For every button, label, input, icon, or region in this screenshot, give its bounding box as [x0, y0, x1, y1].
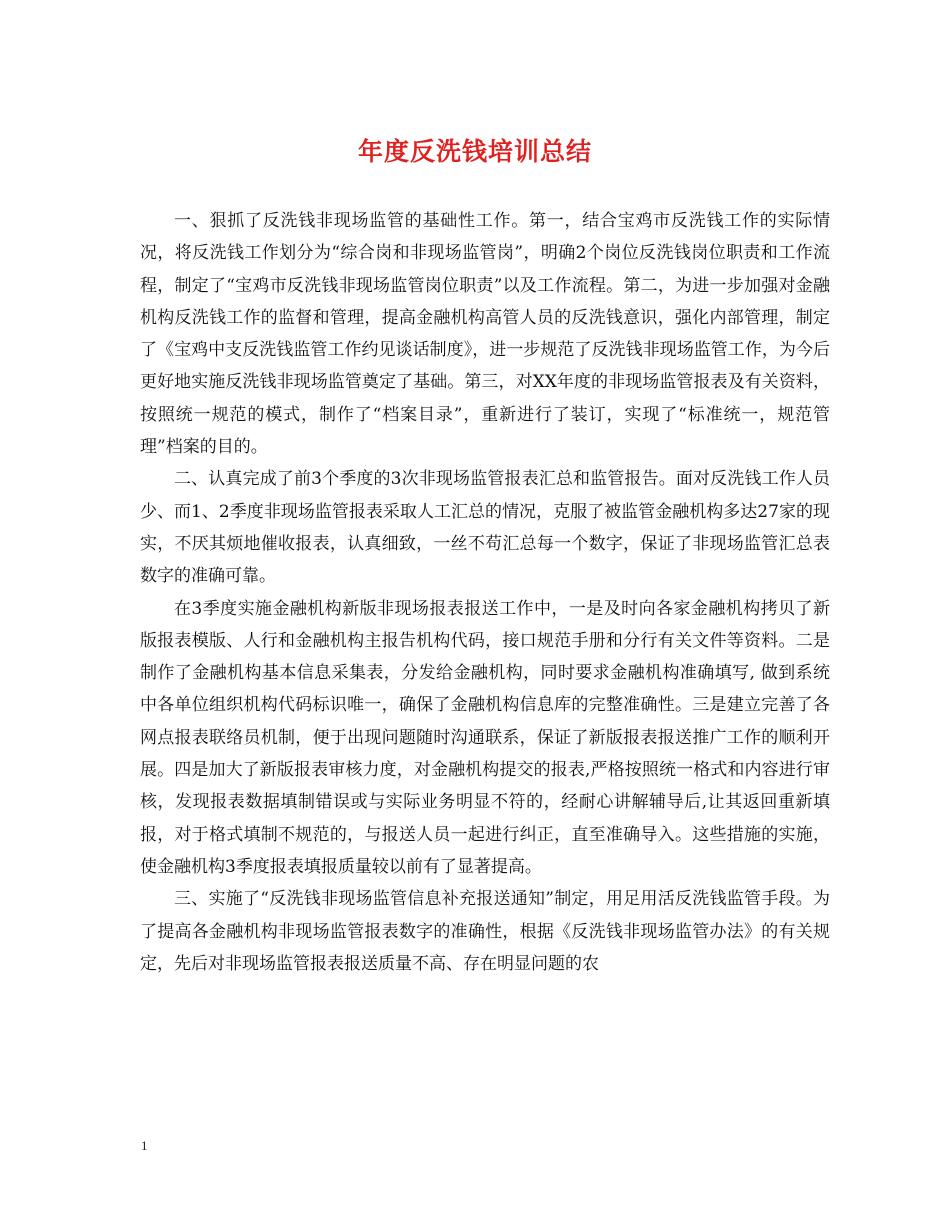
paragraph: 在3季度实施金融机构新版非现场报表报送工作中，一是及时向各家金融机构拷贝了新版报表模版、人行和金融机构主报告机构代码，接口规范手册和分行有关文件等资料。二是制作了金融机构基本信息采集表，分发给金融机构，同时要求金融机构准确填写, 做到系统中各单位组织机构代码标识唯一，确保了金融机构信息库的完整准确性。三是建立完善了各网点报表联络员机制，便于出现问题随时沟通联系，保证了新版报表报送推广工作的顺利开展。四是加大了新版报表审核力度，对金融机构提交的报表,严格按照统一格式和内容进行审核，发现报表数据填制错误或与实际业务明显不符的，经耐心讲解辅导后,让其返回重新填报，对于格式填制不规范的，与报送人员一起进行纠正，直至准确导入。这些措施的实施，使金融机构3季度报表填报质量较以前有了显著提高。: [140, 598, 830, 877]
document-title: 年度反洗钱培训总结: [357, 137, 592, 166]
document-body: [140, 205, 830, 980]
paragraph: 一、狠抓了反洗钱非现场监管的基础性工作。第一，结合宝鸡市反洗钱工作的实际情况，将反洗钱工作划分为“综合岗和非现场监管岗”，明确2个岗位反洗钱岗位职责和工作流程，制定了“宝鸡市反洗钱非现场监管岗位职责”以及工作流程。第二，为进一步加强对金融机构反洗钱工作的监督和管理，提高金融机构高管人员的反洗钱意识，强化内部管理，制定了《宝鸡中支反洗钱监管工作约见谈话制度》，进一步规范了反洗钱非现场监管工作，为今后更好地实施反洗钱非现场监管奠定了基础。第三，对XX年度的非现场监管报表及有关资料，按照统一规范的模式，制作了“档案目录”，重新进行了装订，实现了“标准统一，规范管理”档案的目的。: [140, 211, 830, 458]
page-number: 1: [141, 1138, 148, 1153]
paragraph: 三、实施了“反洗钱非现场监管信息补充报送通知”制定，用足用活反洗钱监管手段。为了提高各金融机构非现场监管报表数字的准确性，根据《反洗钱非现场监管办法》的有关规定，先后对非现场监管报表报送质量不高、存在明显问题的农: [140, 889, 830, 974]
paragraph: 二、认真完成了前3个季度的3次非现场监管报表汇总和监管报告。面对反洗钱工作人员少、而1、2季度非现场监管报表采取人工汇总的情况，克服了被监管金融机构多达27家的现实，不厌其烦地催收报表，认真细致，一丝不苟汇总每一个数字，保证了非现场监管汇总表数字的准确可靠。: [140, 469, 830, 587]
